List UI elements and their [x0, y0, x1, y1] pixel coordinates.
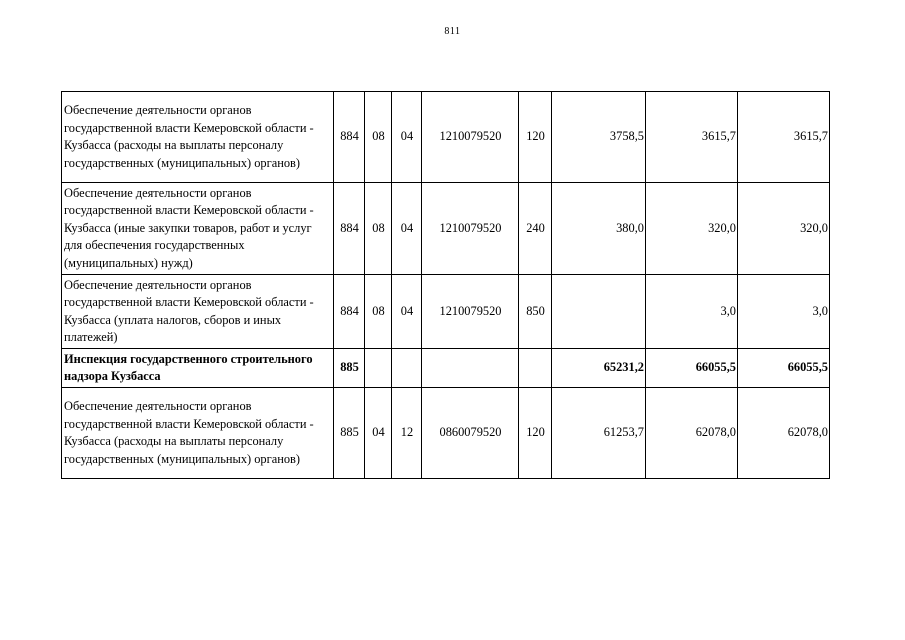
- table-row-department: [62, 349, 830, 388]
- target-article-code: 1210079520: [422, 183, 519, 275]
- expense-type-code: 120: [519, 92, 552, 183]
- target-article-code: 1210079520: [422, 92, 519, 183]
- amount-2: 3,0: [646, 275, 738, 349]
- ministry-code: 885: [334, 388, 365, 479]
- subsection-code: 12: [392, 388, 422, 479]
- subsection-code: 04: [392, 275, 422, 349]
- amount-1: 61253,7: [552, 388, 646, 479]
- amount-1: 380,0: [552, 183, 646, 275]
- section-code: 08: [365, 183, 392, 275]
- subsection-code: 04: [392, 183, 422, 275]
- department-title: Инспекция государственного строительного надзора Кузбасса: [62, 349, 334, 388]
- expense-type-code: 120: [519, 388, 552, 479]
- table-row: [62, 92, 830, 183]
- amount-3: 320,0: [738, 183, 830, 275]
- section-code: 08: [365, 92, 392, 183]
- subsection-code: [392, 349, 422, 388]
- amount-2: 3615,7: [646, 92, 738, 183]
- budget-table: [61, 91, 830, 479]
- expense-type-code: 850: [519, 275, 552, 349]
- amount-2: 62078,0: [646, 388, 738, 479]
- ministry-code: 884: [334, 92, 365, 183]
- target-article-code: 1210079520: [422, 275, 519, 349]
- expense-type-code: [519, 349, 552, 388]
- table-row: [62, 275, 830, 349]
- section-code: 08: [365, 275, 392, 349]
- amount-3: 62078,0: [738, 388, 830, 479]
- section-code: 04: [365, 388, 392, 479]
- row-description: Обеспечение деятельности органов государственной власти Кемеровской области - Кузбасса (иные закупки товаров, работ и услуг для обеспечения государственных (муниципальных) нужд): [62, 183, 334, 275]
- row-description: Обеспечение деятельности органов государственной власти Кемеровской области - Кузбасса (уплата налогов, сборов и иных платежей): [62, 275, 334, 349]
- page-number: 811: [444, 26, 461, 37]
- amount-3: 66055,5: [738, 349, 830, 388]
- target-article-code: 0860079520: [422, 388, 519, 479]
- amount-1: 65231,2: [552, 349, 646, 388]
- subsection-code: 04: [392, 92, 422, 183]
- amount-3: 3,0: [738, 275, 830, 349]
- amount-3: 3615,7: [738, 92, 830, 183]
- ministry-code: 884: [334, 275, 365, 349]
- ministry-code: 885: [334, 349, 365, 388]
- ministry-code: 884: [334, 183, 365, 275]
- table-row: [62, 183, 830, 275]
- section-code: [365, 349, 392, 388]
- amount-2: 66055,5: [646, 349, 738, 388]
- target-article-code: [422, 349, 519, 388]
- amount-2: 320,0: [646, 183, 738, 275]
- amount-1: [552, 275, 646, 349]
- row-description: Обеспечение деятельности органов государственной власти Кемеровской области - Кузбасса (расходы на выплаты персоналу государственных (муниципальных) органов): [62, 388, 334, 479]
- expense-type-code: 240: [519, 183, 552, 275]
- table-row: [62, 388, 830, 479]
- amount-1: 3758,5: [552, 92, 646, 183]
- row-description: Обеспечение деятельности органов государственной власти Кемеровской области - Кузбасса (расходы на выплаты персоналу государственных (муниципальных) органов): [62, 92, 334, 183]
